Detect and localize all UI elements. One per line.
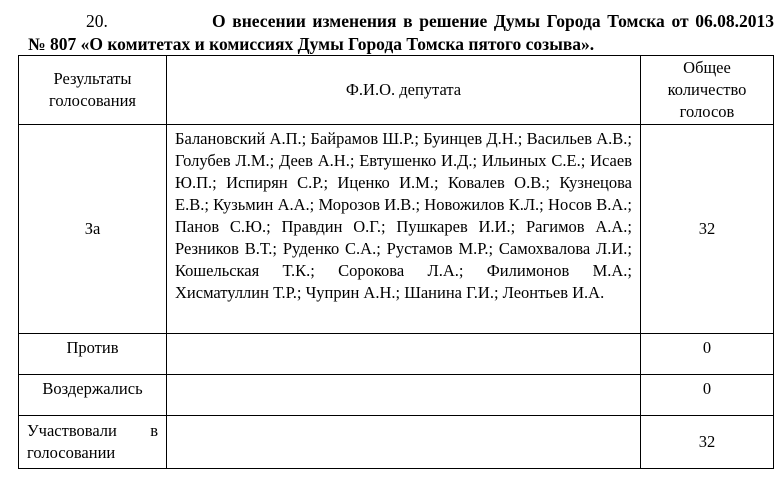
deputies-list-for: Балановский А.П.; Байрамов Ш.Р.; Буинцев Д.Н.; Васильев А.В.; Голубев Л.М.; Деев А.Н.; Евтушенко И.Д.; Ильиных С.Е.; Исаев Ю.П.; Испирян С.Р.; Иценко И.М.; Ковалев О.В.; Кузнецова Е.В.; Кузьмин А.А.; Морозов И.В.; Новожилов К.Л.; Носов В.А.; Панов С.Ю.; Правдин О.Г.; Пушкарев И.И.; Рагимов А.А.; Резников В.Т.; Руденко С.А.; Рустамов М.Р.; Самохвалова Л.И.; Кошельская Т.К.; Сорокова Л.А.; Филимонов М.А.; Хисматуллин Т.Р.; Чуприн А.Н.; Шанина Г.И.; Леонтьев И.А. — [167, 125, 641, 334]
table-row-abstained — [19, 375, 774, 416]
table-header-row — [19, 56, 774, 125]
table-row-for — [19, 125, 774, 334]
header-deputy-name: Ф.И.О. депутата — [167, 56, 641, 125]
table-row-against — [19, 334, 774, 375]
item-number: 20. — [86, 11, 108, 31]
row-label-participated: Участвовали в голосовании — [19, 416, 167, 469]
vote-count-for: 32 — [641, 125, 774, 334]
table-row-participated — [19, 416, 774, 469]
heading-line-1 — [28, 10, 774, 33]
voting-results-table — [18, 55, 774, 469]
resolution-heading — [28, 10, 774, 56]
heading-title-part-1: О внесении изменения в решение Думы Города Томска от 06.08.2013 — [212, 11, 774, 31]
deputies-list-abstained — [167, 375, 641, 416]
header-results: Результаты голосования — [19, 56, 167, 125]
heading-title-part-2: № 807 «О комитетах и комиссиях Думы Города Томска пятого созыва». — [28, 34, 595, 54]
header-total-votes: Общее количество голосов — [641, 56, 774, 125]
deputies-list-against — [167, 334, 641, 375]
row-label-against: Против — [19, 334, 167, 375]
row-label-for: За — [19, 125, 167, 334]
vote-count-participated: 32 — [641, 416, 774, 469]
vote-count-abstained: 0 — [641, 375, 774, 416]
deputies-list-participated — [167, 416, 641, 469]
vote-count-against: 0 — [641, 334, 774, 375]
row-label-abstained: Воздержались — [19, 375, 167, 416]
